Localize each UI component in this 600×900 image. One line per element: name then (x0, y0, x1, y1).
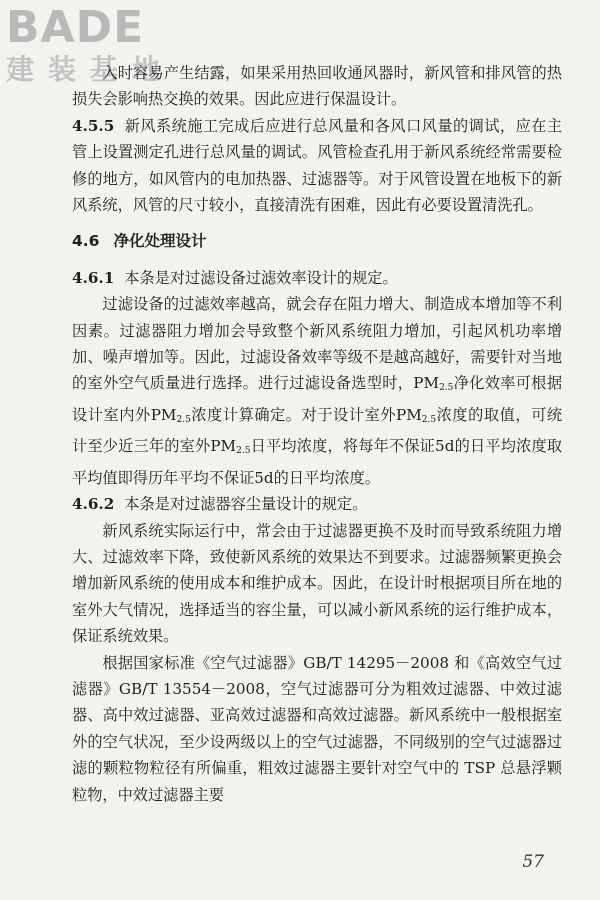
text-run: 净化效率可根据设计室内外 (72, 374, 563, 424)
clause-text: 本条是对过滤设备过滤效率设计的规定。 (124, 268, 398, 287)
pm-base: PM (413, 374, 440, 393)
page-number: 57 (522, 852, 544, 872)
pm-base: PM (395, 405, 422, 424)
pm-sub: 2.5 (176, 414, 191, 425)
text-run: 浓度的取值，可统计至少近三年的室外 (72, 405, 563, 456)
clause-text: 本条是对过滤器容尘量设计的规定。 (124, 495, 368, 514)
pm-sub: 2.5 (439, 383, 454, 394)
paragraph-4-6-2-b: 根据国家标准《空气过滤器》GB/T 14295－2008 和《高效空气过滤器》GB/T 13554－2008，空气过滤器可分为粗效过滤器、中效过滤器、高中效过滤器、亚高效过滤器和高效过滤器。新风系统中一般根据室外的空气状况，至少设两级以上的空气过滤器，不同级别的空气过滤器过滤的颗粒物粒径有所偏重，粗效过滤器主要针对空气中的 TSP 总悬浮颗粒物，中效过滤器主要 (72, 653, 562, 804)
document-body (72, 60, 562, 808)
paragraph-4-6-1 (72, 291, 562, 491)
text-run: 日平均浓度，将每年不保证5d的日平均浓度取平均值即得历年平均不保证5d的日平均浓度。 (72, 437, 563, 487)
clause-4-6-2 (72, 491, 562, 517)
clause-text: 新风系统施工完成后应进行总风量和各风口风量的调试，应在主管上设置测定孔进行总风量的调试。风管检查孔用于新风系统经常需要检修的地方，如风管内的电加热器、过滤器等。对于风管设置在地板下的新风系统，风管的尺寸较小，直接清洗有困难，因此有必要设置清洗孔。 (72, 116, 562, 215)
paragraph-4-6-2-a: 新风系统实际运行中，常会由于过滤器更换不及时而导致系统阻力增大、过滤效率下降，致使新风系统的效果达不到要求。过滤器频繁更换会增加新风系统的使用成本和维护成本。因此，在设计时根据项目所在地的室外大气情况，选择适当的容尘量，可以减小新风系统的运行维护成本，保证系统效果。 (72, 521, 562, 646)
logo-wordmark: BADE (6, 2, 145, 53)
section-number: 4.6 (72, 232, 100, 251)
text-run: 过滤设备的过滤效率越高，就会存在阻力增大、制造成本增加等不利因素。过滤器阻力增加会导致整个新风系统阻力增加，引起风机功率增加、噪声增加等。因此，过滤设备效率等级不是越高越好，需要针对当地的室外空气质量进行选择。进行过滤设备选型时， (72, 295, 562, 393)
pm-sub: 2.5 (421, 414, 437, 425)
logo-subtitle: 建装基地 (6, 53, 175, 86)
section-title: 净化处理设计 (113, 232, 207, 251)
text-run: 浓度计算确定。对于设计室外 (190, 405, 396, 424)
pm-sub: 2.5 (236, 446, 251, 457)
clause-number: 4.6.1 (72, 268, 115, 287)
pm25-term (210, 437, 250, 455)
pm25-term (151, 406, 191, 424)
pm25-term (396, 406, 436, 424)
pm25-term (413, 374, 453, 392)
pm-base: PM (150, 405, 177, 424)
clause-4-5-5 (72, 113, 562, 219)
paragraph-continuation: 入时容易产生结露，如果采用热回收通风器时，新风管和排风管的热损失会影响热交换的效果。因此应进行保温设计。 (72, 64, 562, 109)
clause-number: 4.5.5 (72, 116, 115, 135)
clause-4-6-1 (72, 265, 562, 291)
pm-base: PM (210, 437, 237, 456)
section-heading (72, 228, 562, 254)
clause-number: 4.6.2 (72, 495, 115, 514)
